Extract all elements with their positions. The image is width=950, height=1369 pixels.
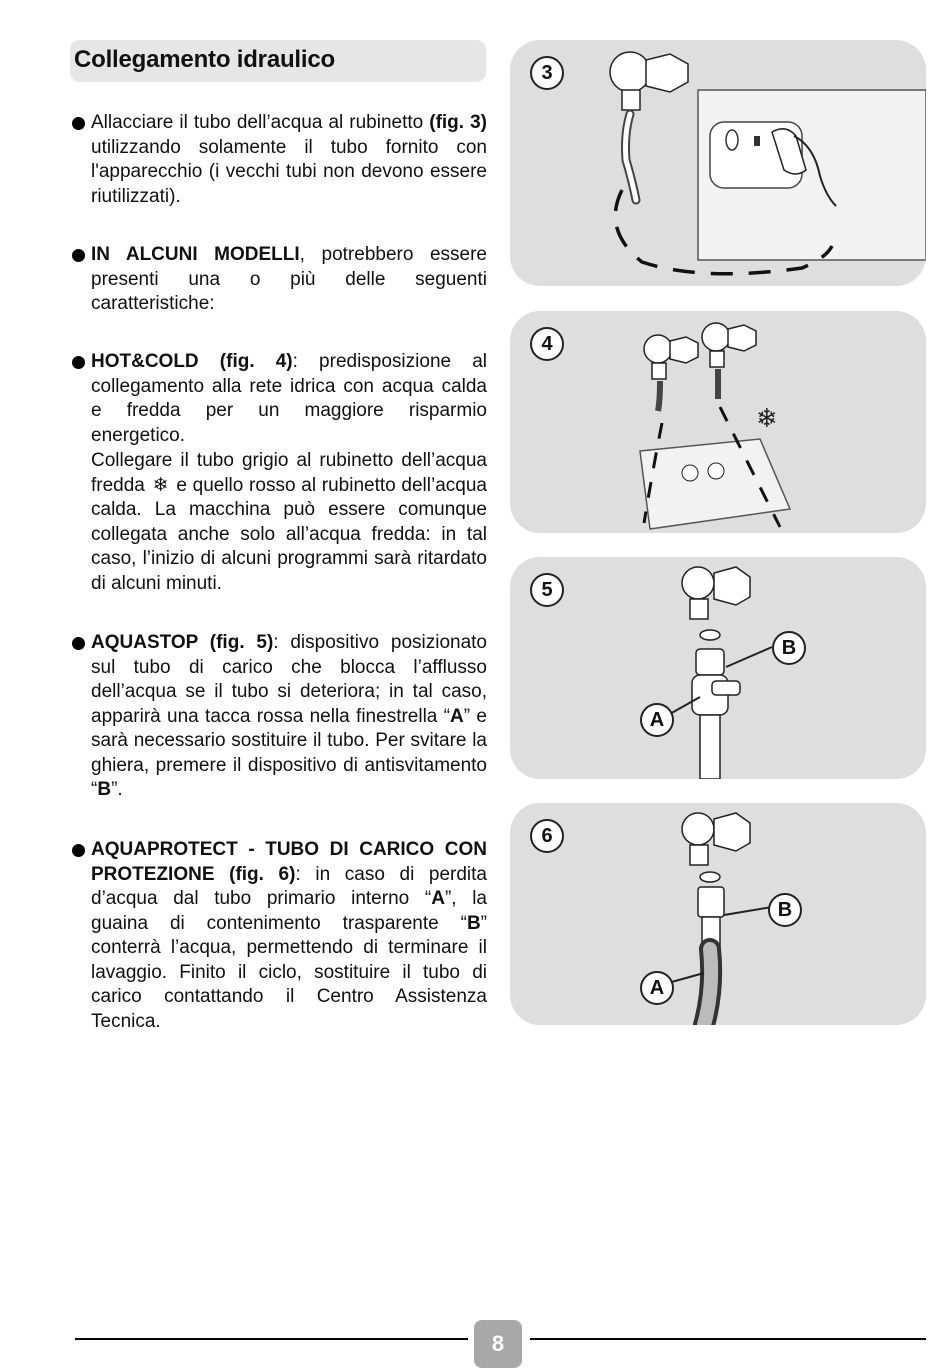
paragraph-some-models [91, 243, 487, 317]
text-run: ”. [111, 779, 123, 800]
text-run: utilizzando solamente il tubo fornito con l'apparecchio (i vecchi tubi non devono essere riutilizzati). [91, 136, 487, 207]
paragraph-aquaprotect [91, 838, 487, 1034]
figure-5-number: 5 [530, 573, 564, 607]
bullet-icon [72, 844, 85, 857]
bold-text: AQUASTOP (fig. 5) [91, 632, 274, 653]
text-run: ”, la guaina di contenimento trasparente “ [91, 888, 487, 934]
label-a: A [640, 703, 674, 737]
page-title: Collegamento idraulico [74, 46, 335, 73]
bullet-icon [72, 249, 85, 262]
paragraph-hose-connection [91, 111, 487, 209]
snowflake-icon: ❄ [152, 474, 169, 496]
bold-text: (fig. 3) [429, 112, 487, 133]
bullet-icon [72, 637, 85, 650]
page-number: 8 [474, 1320, 522, 1368]
label-a: A [640, 971, 674, 1005]
bold-text: AQUAPROTECT - TUBO DI CARICO CON PROTEZIONE (fig. 6) [91, 839, 487, 885]
text-run: Collegare il tubo grigio al rubinetto dell’acqua fredda [91, 450, 487, 496]
text-run: ” e sarà necessario sostituire il tubo. Per svitare la ghiera, premere il dispositivo di antisvitamento “ [91, 705, 487, 800]
hot-cold-taps-illustration [510, 311, 926, 533]
bold-text: IN ALCUNI MODELLI [91, 244, 300, 265]
bullet-icon [72, 117, 85, 130]
figure-3-panel [510, 40, 926, 286]
label-b: B [768, 893, 802, 927]
figure-4-number: 4 [530, 327, 564, 361]
label-b: B [772, 631, 806, 665]
bold-text: B [97, 779, 112, 800]
footer-rule-left [75, 1338, 468, 1340]
text-run: , potrebbero essere presenti una o più delle seguenti caratteristiche: [91, 244, 487, 314]
bold-text: A [450, 705, 464, 727]
paragraph-aquastop [91, 631, 487, 803]
bullet-icon [72, 356, 85, 369]
text-run: : in caso di perdita d’acqua dal tubo primario interno “ [91, 863, 487, 909]
title-bar [70, 40, 486, 82]
bold-text: A [431, 888, 445, 909]
text-run: Allacciare il tubo dell’acqua al rubinetto [91, 112, 430, 133]
figure-5-panel [510, 557, 926, 779]
text-run: e quello rosso al rubinetto dell’acqua calda. La macchina può essere comunque collegata anche solo all’acqua fredda: in tal caso, l’inizio di alcuni programmi sarà ritardato di alcuni minuti. [91, 474, 487, 594]
bold-text: B [466, 912, 481, 934]
figure-6-panel [510, 803, 926, 1025]
aquaprotect-illustration [510, 803, 926, 1025]
figure-6-number: 6 [530, 819, 564, 853]
svg-text:❄: ❄ [756, 404, 778, 434]
figure-4-panel [510, 311, 926, 533]
aquastop-illustration [510, 557, 926, 779]
text-run: : predisposizione al collegamento alla rete idrica con acqua calda e fredda per un maggiore risparmio energetico. [91, 351, 487, 446]
text-run: ” conterrà l’acqua, permettendo di terminare il lavaggio. Finito il ciclo, sostituire il tubo di carico contattando il Centro Assistenza Tecnica. [91, 912, 487, 1032]
figure-3-number: 3 [530, 56, 564, 90]
text-run: : dispositivo posizionato sul tubo di carico che blocca l’afflusso dell’acqua se il tubo si deteriora; in tal caso, apparirà una tacca rossa nella finestrella “ [91, 632, 487, 727]
paragraph-hot-cold-connection [91, 449, 487, 596]
footer-rule-right [530, 1338, 926, 1340]
tap-hose-illustration [510, 40, 926, 286]
paragraph-hot-cold [91, 350, 487, 448]
bold-text: HOT&COLD (fig. 4) [91, 351, 293, 372]
